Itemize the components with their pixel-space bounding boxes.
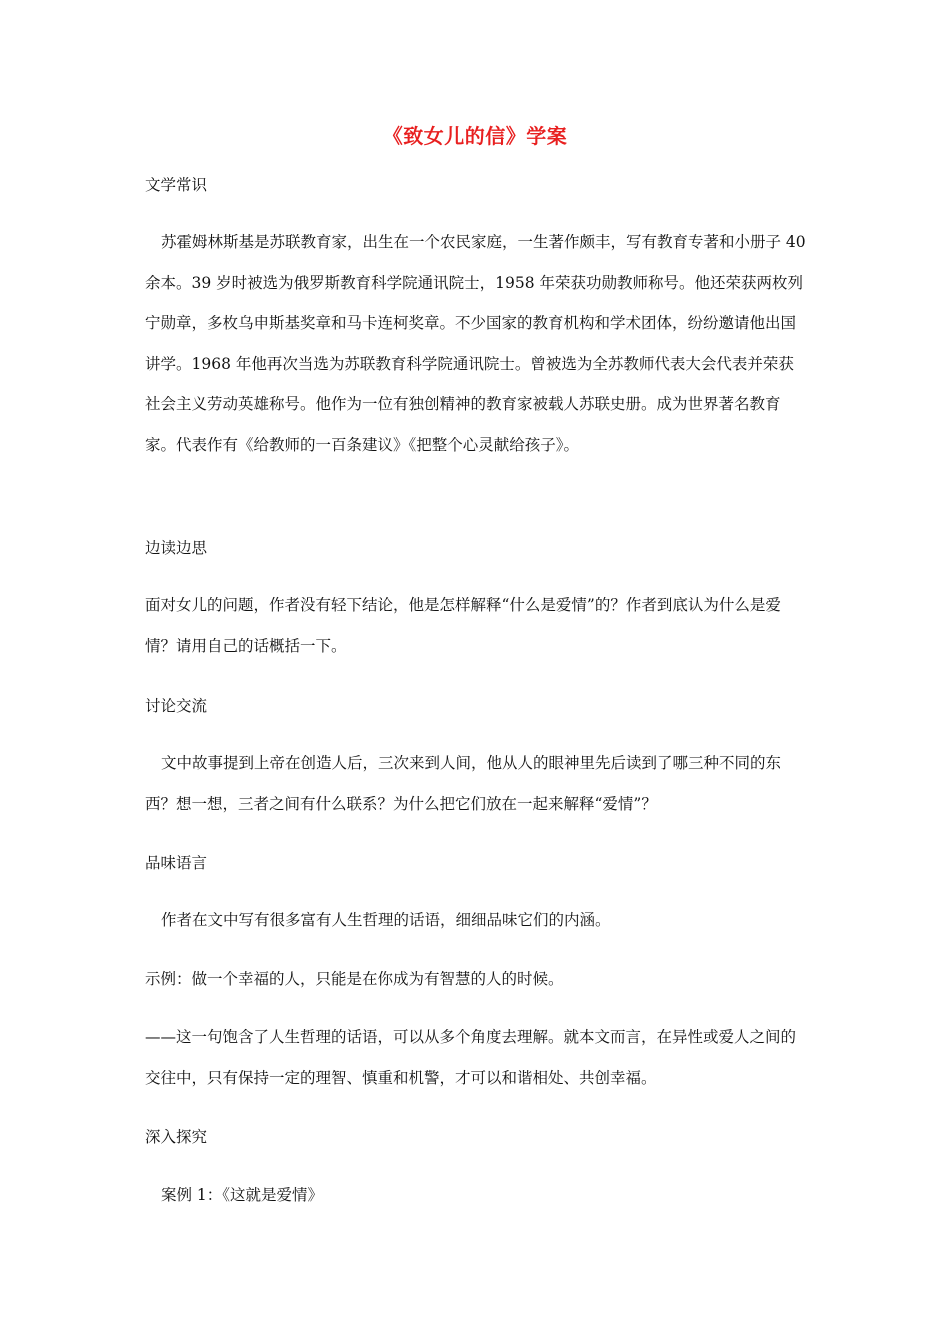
paragraph-author-bio: 苏霍姆林斯基是苏联教育家，出生在一个农民家庭，一生著作颇丰，写有教育专著和小册子 40 余本。39 岁时被选为俄罗斯教育科学院通讯院士，1958 年荣获功勋教师称号。他还荣获两枚列宁勋章，多枚乌申斯基奖章和马卡连柯奖章。不少国家的教育机构和学术团体，纷纷邀请他出国讲学。1968 年他再次当选为苏联教育科学院通讯院士。曾被选为全苏教师代表大会代表并荣获社会主义劳动英雄称号。他作为一位有独创精神的教育家被载人苏联史册。成为世界著名教育家。代表作有《给教师的一百条建议》《把整个心灵献给孩子》。 (145, 233, 806, 454)
section-heading-discussion: 讨论交流 (145, 697, 208, 715)
paragraph-language: 作者在文中写有很多富有人生哲理的话语，细细品味它们的内涵。 (161, 911, 611, 929)
example-sentence: 示例：做一个幸福的人，只能是在你成为有智慧的人的时候。 (145, 970, 564, 988)
section-heading-explore: 深入探究 (145, 1128, 208, 1146)
case-title: 案例 1：《这就是爱情》 (161, 1186, 324, 1204)
section-heading-language: 品味语言 (145, 854, 208, 872)
section-heading-read-think: 边读边思 (145, 539, 208, 557)
example-explanation: ——这一句饱含了人生哲理的话语，可以从多个角度去理解。就本文而言，在异性或爱人之间的交往中，只有保持一定的理智、慎重和机警，才可以和谐相处、共创幸福。 (145, 1028, 797, 1087)
section-heading-literature: 文学常识 (145, 176, 208, 194)
paragraph-discussion: 文中故事提到上帝在创造人后，三次来到人间，他从人的眼神里先后读到了哪三种不同的东西？想一想，三者之间有什么联系？为什么把它们放在一起来解释“爱情”？ (145, 754, 782, 813)
page-title: 《致女儿的信》学案 (382, 124, 568, 148)
paragraph-read-think: 面对女儿的问题，作者没有轻下结论，他是怎样解释“什么是爱情”的？作者到底认为什么是爱情？请用自己的话概括一下。 (145, 596, 781, 655)
